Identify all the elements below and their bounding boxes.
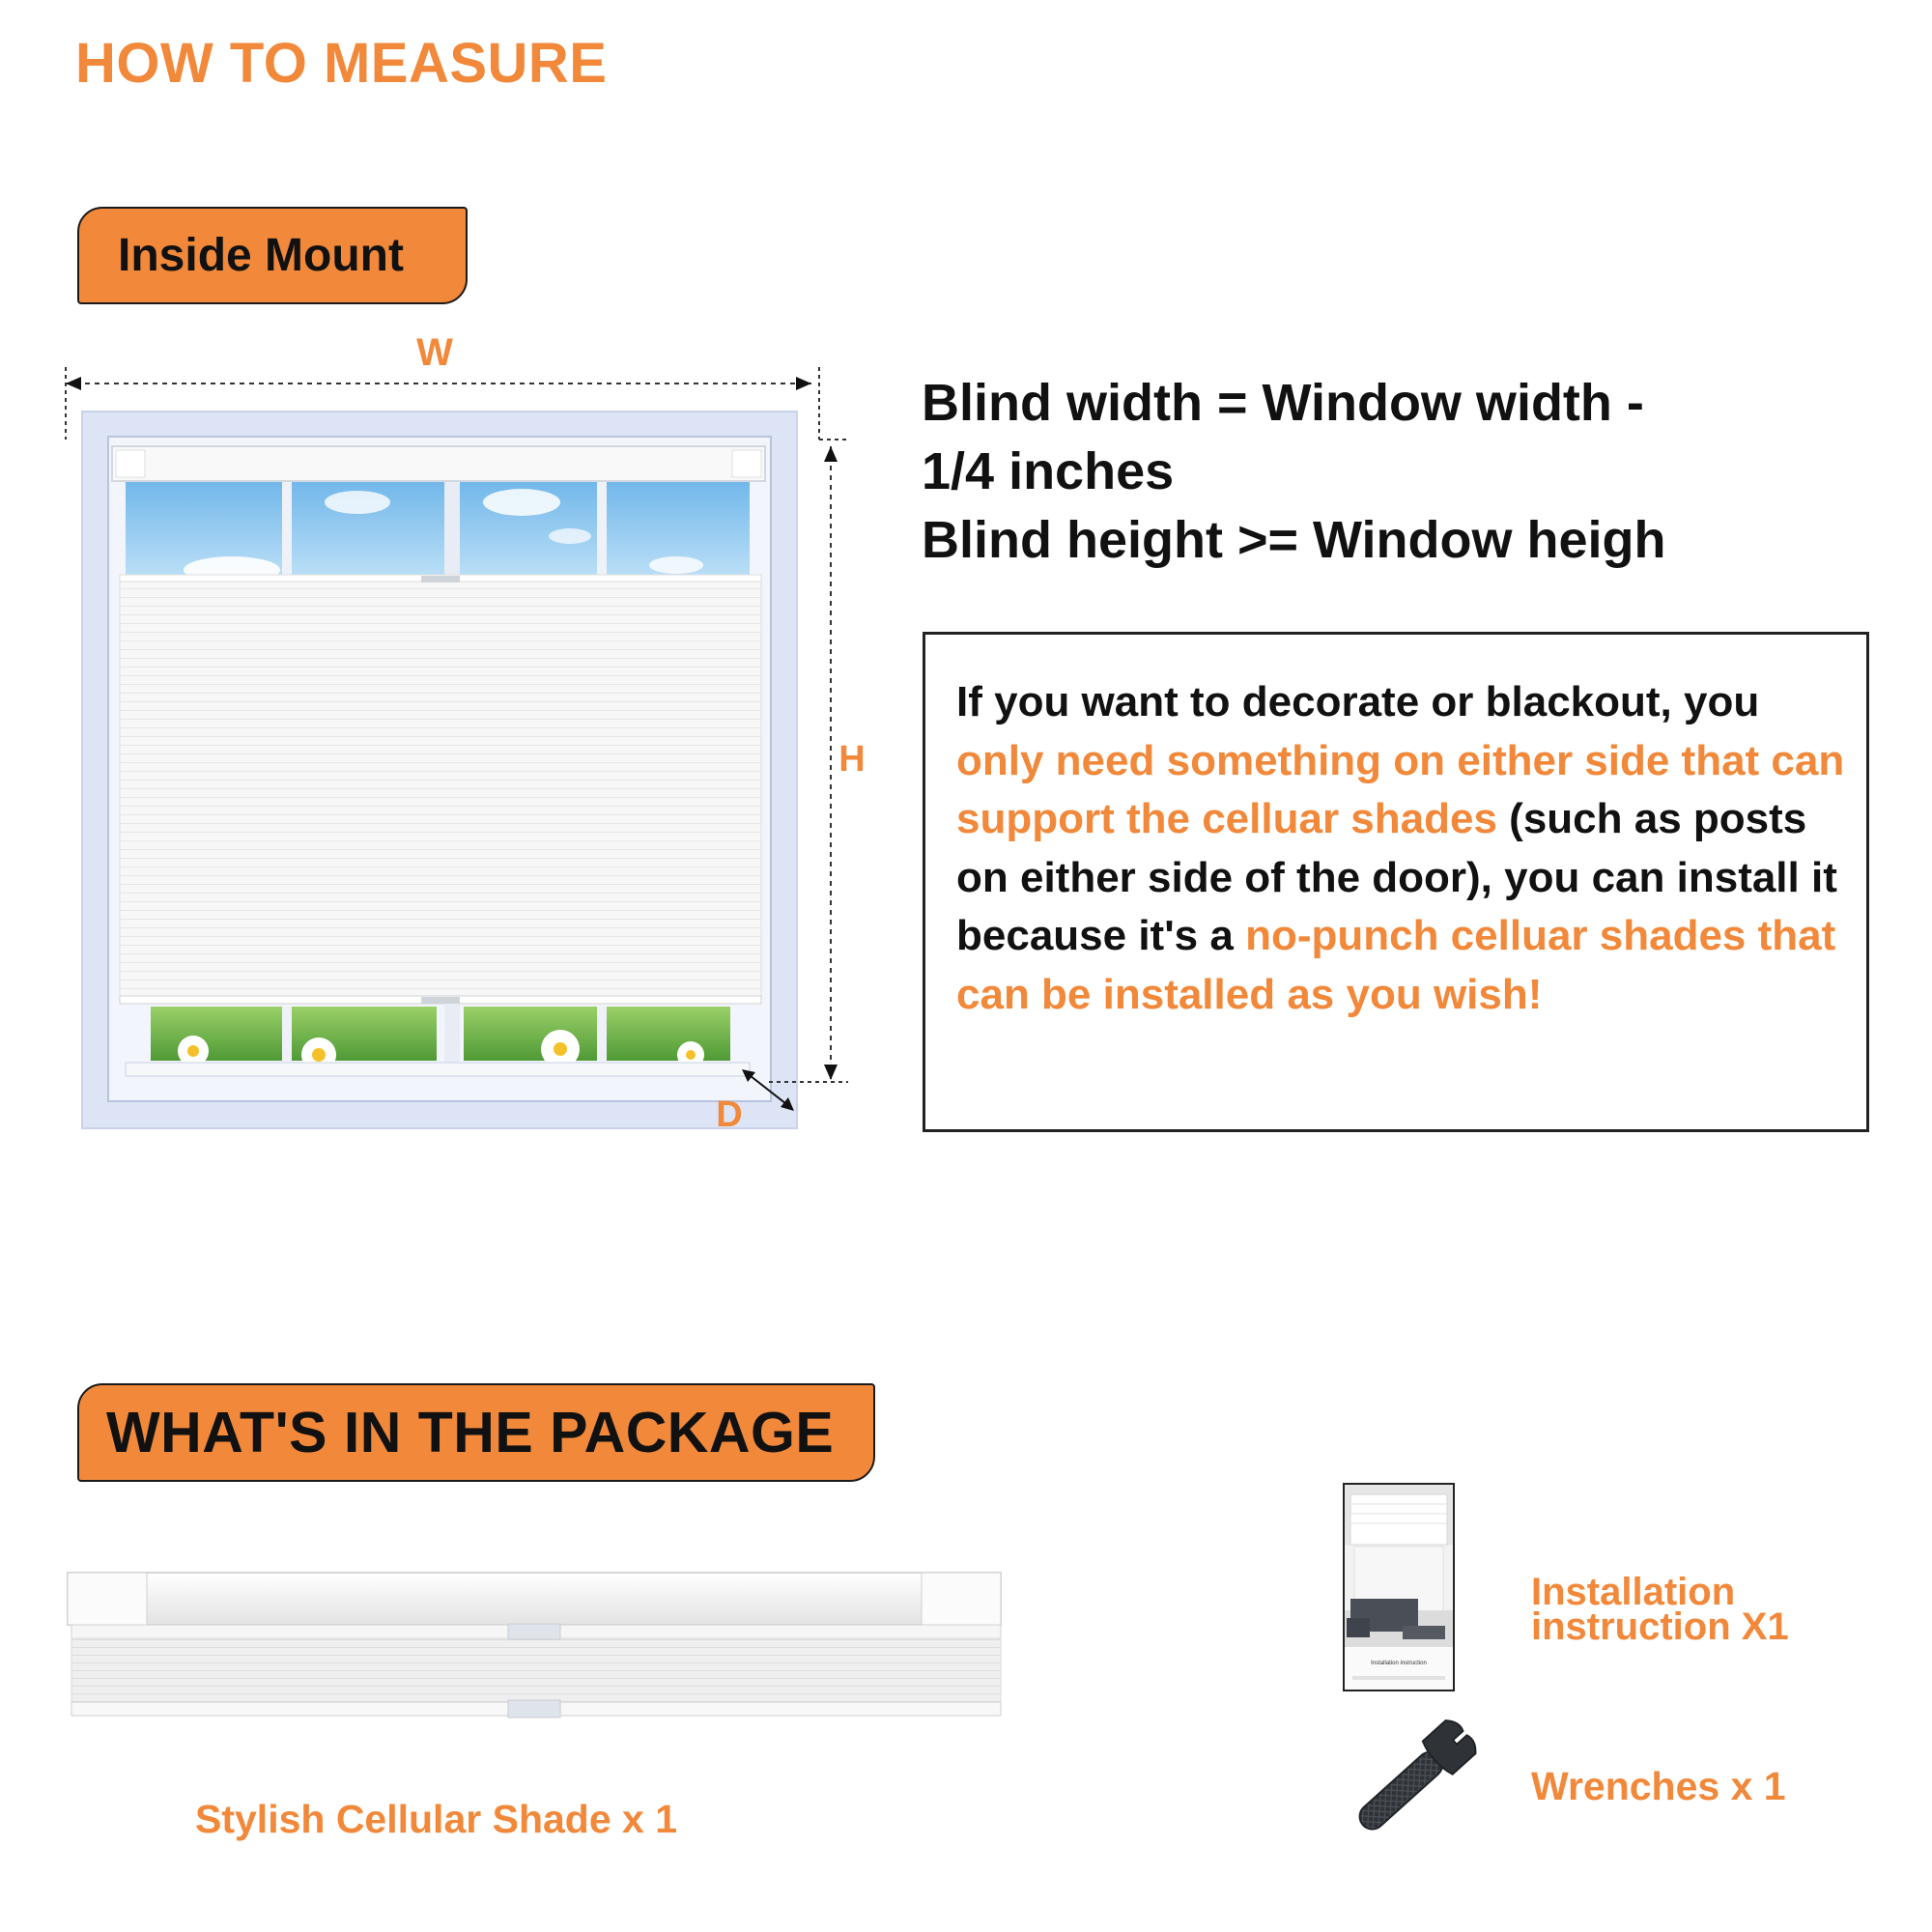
manual-cover-caption: Installation instruction	[1371, 1661, 1427, 1666]
instruction-caption-line-1: Installation	[1531, 1571, 1736, 1613]
measure-formula	[922, 369, 1791, 575]
cellular-shade-image	[66, 1571, 1003, 1725]
manual-image	[1343, 1483, 1455, 1691]
install-note-box	[923, 632, 1869, 1132]
note-text-2: (such as posts on either side of the door), you can install it because it's a	[956, 795, 1837, 959]
page-title: HOW TO MEASURE	[75, 32, 608, 95]
formula-line-2: 1/4 inches	[922, 442, 1175, 500]
window-measure-diagram	[58, 328, 869, 1150]
formula-line-1: Blind width = Window width -	[922, 374, 1644, 432]
width-label: W	[416, 331, 453, 374]
height-label: H	[838, 739, 866, 780]
depth-label: D	[716, 1094, 743, 1135]
formula-line-3: Blind height >= Window heigh	[922, 511, 1666, 569]
shade-headrail	[112, 446, 765, 481]
note-text-1: If you want to decorate or blackout, you	[956, 678, 1760, 725]
instruction-caption	[1531, 1571, 1789, 1648]
wrench-caption: Wrenches x 1	[1531, 1764, 1786, 1808]
wrench-icon	[1333, 1710, 1488, 1855]
shade-caption: Stylish Cellular Shade x 1	[195, 1797, 678, 1841]
sky-window	[126, 478, 750, 583]
note-highlight-2: no-punch celluar shades that can be installed as you wish!	[956, 912, 1836, 1018]
note-highlight-1: only need something on either side that can support the celluar shades	[956, 736, 1845, 842]
instruction-caption-line-2: instruction X1	[1531, 1605, 1789, 1648]
manual-cover-graphic	[1345, 1485, 1453, 1690]
inside-mount-tag	[77, 207, 468, 304]
inside-mount-label: Inside Mount	[118, 230, 404, 281]
package-title: WHAT'S IN THE PACKAGE	[106, 1401, 835, 1464]
cellular-shade-fabric	[120, 578, 761, 1000]
package-tag	[77, 1383, 875, 1482]
